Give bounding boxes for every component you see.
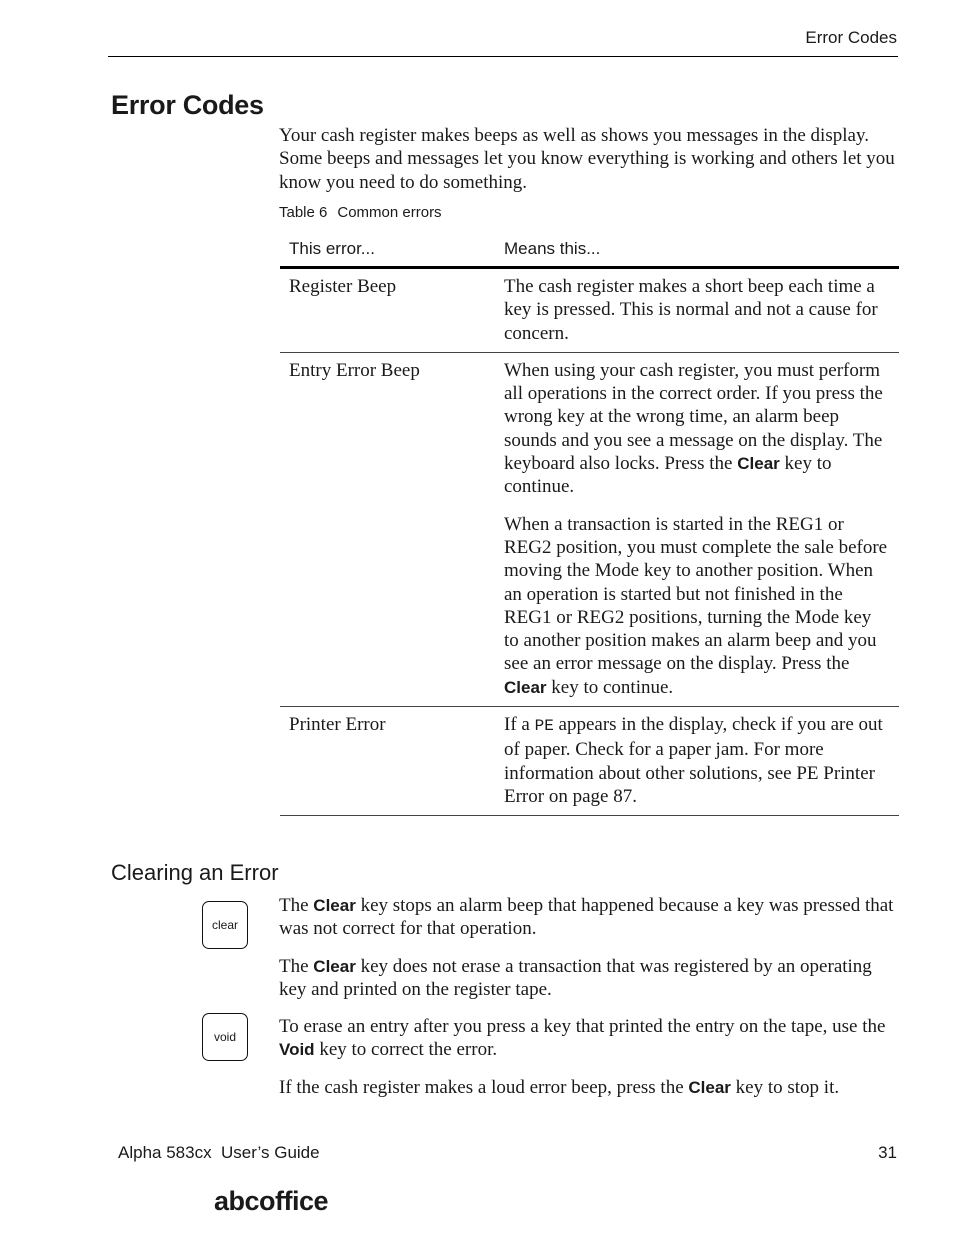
subsection-title: Clearing an Error xyxy=(111,860,279,885)
column-header-error: This error... xyxy=(280,234,495,268)
void-paragraph xyxy=(279,1015,899,1062)
error-meaning xyxy=(495,707,899,816)
paragraph-text: key does not erase a transaction that was registered by an operating key and printed on the register tape. xyxy=(279,956,872,1001)
error-name: Register Beep xyxy=(280,268,495,353)
paragraph-text: key stops an alarm beep that happened because a key was pressed that was not correct for that operation. xyxy=(279,895,894,940)
table-caption xyxy=(279,204,442,221)
table-row xyxy=(280,268,899,353)
column-header-meaning: Means this... xyxy=(495,234,899,268)
clear-paragraph-2 xyxy=(279,955,899,1002)
void-key-icon xyxy=(202,1013,248,1061)
meaning-text: key to continue. xyxy=(504,453,832,498)
table-header-row xyxy=(280,234,899,268)
key-name: Clear xyxy=(737,454,780,474)
clear-key-label: clear xyxy=(211,918,238,932)
clear-key-icon xyxy=(202,901,248,949)
key-name: Clear xyxy=(313,896,356,915)
meaning-text: When a transaction is started in the REG1 or REG2 position, you must complete the sale before moving the Mode key to another position. When an operation is started but not finished in the REG1 or REG2 positions, turning the Mode key to another position makes an alarm beep and you see an error message on the display. Press the xyxy=(504,513,888,675)
loud-beep-paragraph xyxy=(279,1076,899,1099)
meaning-text: When using your cash register, you must perform all operations in the correct order. If you press the wrong key at the wrong time, an alarm beep sounds and you see a message on the display. The keyboard also locks. Press the xyxy=(504,359,883,475)
error-name: Printer Error xyxy=(280,707,495,816)
meaning-paragraph xyxy=(504,513,889,699)
key-name: Clear xyxy=(504,677,547,697)
table-caption-title: Common errors xyxy=(337,204,442,221)
abcoffice-logo: abcoffice xyxy=(214,1186,329,1216)
intro-paragraph: Your cash register makes beeps as well as shows you messages in the display. Some beeps and messages let you know everything is working and others let you know you need to do something. xyxy=(279,125,895,193)
paragraph-text: If the cash register makes a loud error beep, press the xyxy=(279,1077,684,1098)
error-meaning: The cash register makes a short beep each time a key is pressed. This is normal and not a cause for concern. xyxy=(495,268,899,353)
header-rule xyxy=(108,56,898,57)
paragraph-text: key to correct the error. xyxy=(319,1039,498,1061)
table-caption-number: Table 6 xyxy=(279,204,328,221)
paragraph-text: The xyxy=(279,895,309,916)
page-number: 31 xyxy=(878,1143,897,1162)
paragraph-text: key to stop it. xyxy=(735,1077,840,1098)
meaning-text: If a xyxy=(504,714,530,736)
error-name: Entry Error Beep xyxy=(280,352,495,706)
footer-guide-title: Alpha 583cx User’s Guide xyxy=(118,1143,320,1162)
table-row xyxy=(280,707,899,816)
running-header: Error Codes xyxy=(805,28,897,47)
meaning-text: appears in the display, check if you are out of paper. Check for a paper jam. For more information about other solutions, see PE Printer Error on page 87. xyxy=(504,714,883,807)
meaning-text: key to continue. xyxy=(551,676,674,698)
paragraph-text: To erase an entry after you press a key that printed the entry on the tape, use the xyxy=(279,1016,886,1037)
table-row xyxy=(280,352,899,706)
paragraph-text: The xyxy=(279,956,309,977)
page-title: Error Codes xyxy=(111,90,264,120)
void-key-label: void xyxy=(213,1030,236,1044)
key-name: Clear xyxy=(313,957,356,976)
key-name: Clear xyxy=(688,1078,731,1097)
display-code: PE xyxy=(534,717,554,736)
error-meaning xyxy=(495,352,899,706)
common-errors-table xyxy=(280,234,899,816)
meaning-paragraph xyxy=(504,359,889,499)
clear-paragraph-1 xyxy=(279,894,899,941)
key-name: Void xyxy=(279,1040,315,1060)
